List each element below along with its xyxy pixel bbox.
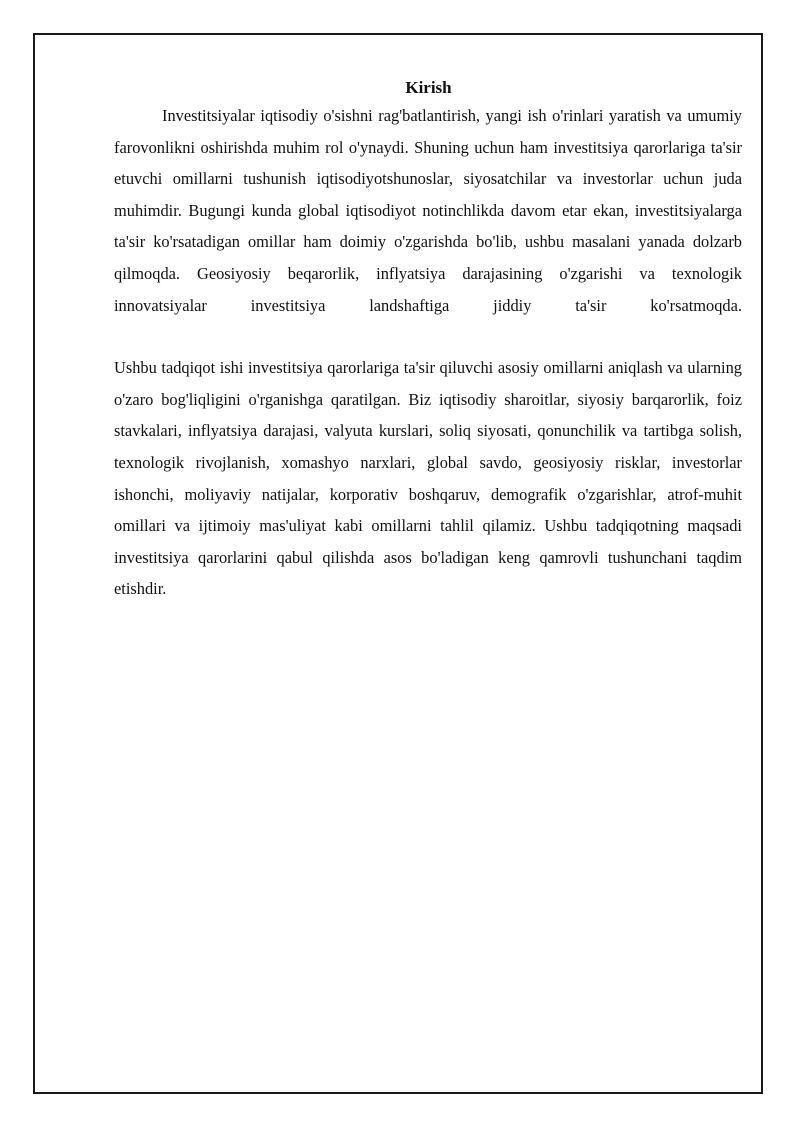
document-title: Kirish	[405, 78, 452, 97]
paragraph-research-aim: Ushbu tadqiqot ishi investitsiya qarorlariga ta'sir qiluvchi asosiy omillarni aniqlash va ularning o'zaro bog'liqligini o'rganishga qaratilgan. Biz iqtisodiy sharoitlar, siyosiy barqarorlik, foiz stavkalari, inflyatsiya darajasi, valyuta kurslari, soliq siyosati, qonunchilik va tartibga solish, texnologik rivojlanish, xomashyo narxlari, global savdo, geosiyosiy risklar, investorlar ishonchi, moliyaviy natijalar, korporativ boshqaruv, demografik o'zgarishlar, atrof-muhit omillari va ijtimoiy mas'uliyat kabi omillarni tahlil qilamiz. Ushbu tadqiqotning maqsadi investitsiya qarorlarini qabul qilishda asos bo'ladigan keng qamrovli tushunchani taqdim etishdir.	[114, 358, 742, 599]
document-body	[114, 76, 742, 605]
paragraph-intro: Investitsiyalar iqtisodiy o'sishni rag'batlantirish, yangi ish o'rinlari yaratish va umumiy farovonlikni oshirishda muhim rol o'ynaydi. Shuning uchun ham investitsiya qarorlariga ta'sir etuvchi omillarni tushunish iqtisodiyotshunoslar, siyosatchilar va investorlar uchun juda muhimdir. Bugungi kunda global iqtisodiyot notinchlikda davom etar ekan, investitsiyalarga ta'sir ko'rsatadigan omillar ham doimiy o'zgarishda bo'lib, ushbu masalani yanada dolzarb qilmoqda. Geosiyosiy beqarorlik, inflyatsiya darajasining o'zgarishi va texnologik innovatsiyalar investitsiya landshaftiga jiddiy ta'sir ko'rsatmoqda.	[114, 106, 742, 315]
